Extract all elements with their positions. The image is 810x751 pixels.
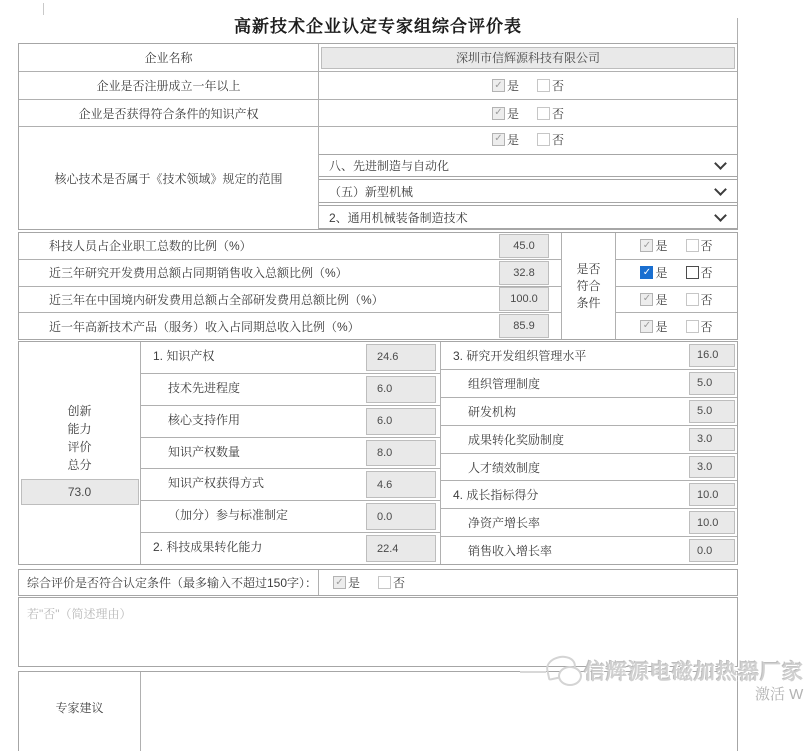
company-name-value: 深圳市信辉源科技有限公司 bbox=[321, 47, 735, 69]
yes-label: 是 bbox=[655, 239, 668, 254]
tech-field-dropdown-level1[interactable] bbox=[319, 154, 737, 178]
yes-checkbox-group[interactable] bbox=[492, 131, 519, 148]
metric-row bbox=[19, 312, 561, 339]
condition-label-line: 是否 bbox=[576, 261, 601, 276]
score-label: （加分）参与标准制定 bbox=[168, 508, 289, 523]
ip-answer-cell bbox=[319, 100, 737, 126]
no-label: 否 bbox=[552, 132, 565, 147]
score-value: 24.6 bbox=[366, 344, 436, 371]
tech-field-dropdown-level3[interactable] bbox=[319, 205, 737, 229]
metric-row bbox=[19, 286, 561, 313]
metric-value: 32.8 bbox=[499, 261, 549, 285]
checkbox-checked-icon[interactable]: ✓ bbox=[640, 239, 653, 252]
no-label: 否 bbox=[700, 266, 713, 281]
score-value: 22.4 bbox=[366, 535, 436, 562]
score-row bbox=[441, 369, 737, 397]
overall-question-label: 综合评价是否符合认定条件（最多输入不超过150字）： bbox=[19, 570, 319, 595]
no-label: 否 bbox=[700, 292, 713, 307]
score-row bbox=[441, 397, 737, 425]
metric-yesno-cell bbox=[616, 259, 737, 286]
score-label: 成果转化奖励制度 bbox=[468, 432, 565, 447]
score-label: 2. 科技成果转化能力 bbox=[153, 540, 263, 555]
metric-yesno-cell bbox=[616, 286, 737, 313]
score-row bbox=[141, 500, 440, 532]
metric-value: 45.0 bbox=[499, 234, 549, 258]
total-score-label-line: 总分 bbox=[67, 457, 92, 472]
score-label: 人才绩效制度 bbox=[468, 460, 541, 475]
checkbox-unchecked-icon[interactable] bbox=[686, 266, 699, 279]
yes-checkbox-group[interactable] bbox=[640, 264, 667, 281]
yes-checkbox-group[interactable] bbox=[492, 77, 519, 94]
total-score-label-line: 评价 bbox=[67, 439, 92, 454]
table-row bbox=[19, 44, 737, 71]
no-label: 否 bbox=[552, 106, 565, 121]
score-value: 16.0 bbox=[689, 344, 735, 367]
score-row bbox=[141, 468, 440, 500]
metric-value: 100.0 bbox=[499, 287, 549, 311]
checkbox-unchecked-icon[interactable] bbox=[686, 320, 699, 333]
no-checkbox-group[interactable] bbox=[686, 237, 713, 254]
score-value: 3.0 bbox=[689, 456, 735, 479]
section-overall bbox=[18, 569, 738, 596]
score-row bbox=[141, 532, 440, 564]
checkbox-unchecked-icon[interactable] bbox=[686, 293, 699, 306]
metric-yesno-cell bbox=[616, 312, 737, 339]
yes-label: 是 bbox=[655, 266, 668, 281]
score-label: 知识产权数量 bbox=[168, 444, 241, 459]
ip-question-label: 企业是否获得符合条件的知识产权 bbox=[19, 100, 319, 126]
tech-field-dropdown-level2[interactable] bbox=[319, 179, 737, 203]
score-label: 知识产权获得方式 bbox=[168, 476, 265, 491]
no-checkbox-group[interactable] bbox=[686, 264, 713, 281]
watermark-dash bbox=[520, 671, 546, 673]
score-row bbox=[441, 508, 737, 536]
brand-logo-icon bbox=[558, 666, 582, 686]
textarea-placeholder: 若"否"（简述理由） bbox=[27, 607, 132, 621]
total-score-value: 73.0 bbox=[21, 479, 139, 505]
score-row bbox=[141, 405, 440, 437]
metric-row bbox=[19, 233, 561, 259]
checkbox-unchecked-icon[interactable] bbox=[537, 79, 550, 92]
condition-merged-cell bbox=[561, 233, 616, 339]
checkbox-checked-icon[interactable]: ✓ bbox=[492, 79, 505, 92]
yes-label: 是 bbox=[655, 319, 668, 334]
score-value: 10.0 bbox=[689, 483, 735, 506]
border-artifact-right bbox=[737, 18, 738, 44]
score-label: 4. 成长指标得分 bbox=[453, 488, 539, 503]
score-row bbox=[441, 342, 737, 369]
table-row bbox=[19, 126, 737, 229]
score-value: 3.0 bbox=[689, 428, 735, 451]
checkbox-checked-icon[interactable]: ✓ bbox=[492, 133, 505, 146]
total-score-cell bbox=[19, 342, 141, 564]
yes-checkbox-group[interactable] bbox=[492, 105, 519, 122]
table-row bbox=[19, 99, 737, 126]
core-tech-question-label: 核心技术是否属于《技术领域》规定的范围 bbox=[19, 127, 319, 229]
score-label: 净资产增长率 bbox=[468, 516, 541, 531]
metric-yesno-cell bbox=[616, 233, 737, 259]
score-right-column bbox=[441, 342, 737, 564]
metric-value: 85.9 bbox=[499, 314, 549, 338]
section-basic-info bbox=[18, 43, 738, 230]
score-value: 6.0 bbox=[366, 376, 436, 403]
score-label: 核心支持作用 bbox=[168, 412, 241, 427]
yes-label: 是 bbox=[655, 292, 668, 307]
total-score-label-line: 能力 bbox=[67, 421, 92, 436]
checkbox-unchecked-icon[interactable] bbox=[686, 239, 699, 252]
no-checkbox-group[interactable] bbox=[686, 291, 713, 308]
dropdown-selected-value: 八、先进制造与自动化 bbox=[329, 159, 450, 174]
yes-checkbox-group[interactable] bbox=[640, 291, 667, 308]
no-checkbox-group[interactable] bbox=[537, 131, 564, 148]
table-row bbox=[19, 71, 737, 99]
score-row bbox=[441, 536, 737, 564]
brand-watermark-text: 信辉源电磁加热器厂家 bbox=[584, 661, 804, 684]
chevron-down-icon bbox=[714, 183, 727, 196]
score-label: 研发机构 bbox=[468, 404, 517, 419]
score-row bbox=[141, 373, 440, 405]
no-label: 否 bbox=[552, 79, 565, 93]
no-label: 否 bbox=[700, 239, 713, 254]
expert-advice-label-cell bbox=[19, 672, 141, 751]
metrics-left-column bbox=[19, 233, 561, 339]
score-row bbox=[441, 453, 737, 481]
checkbox-unchecked-icon[interactable] bbox=[378, 576, 391, 589]
checkbox-checked-icon[interactable]: ✓ bbox=[333, 576, 346, 589]
registered-answer-cell bbox=[319, 72, 737, 99]
expert-advice-label: 专家建议 bbox=[55, 701, 104, 715]
score-label: 1. 知识产权 bbox=[153, 349, 215, 363]
checkbox-checked-icon[interactable]: ✓ bbox=[492, 107, 505, 120]
checkbox-unchecked-icon[interactable] bbox=[537, 107, 550, 120]
company-name-label: 企业名称 bbox=[19, 44, 319, 71]
score-value: 4.6 bbox=[366, 471, 436, 498]
score-value: 5.0 bbox=[689, 372, 735, 395]
yes-checkbox-group[interactable] bbox=[640, 318, 667, 335]
total-score-label-line: 创新 bbox=[67, 403, 92, 418]
score-row bbox=[441, 480, 737, 508]
registered-question-label: 企业是否注册成立一年以上 bbox=[19, 72, 319, 99]
metric-label: 近三年研究开发费用总额占同期销售收入总额比例（%） bbox=[49, 266, 348, 281]
section-scores bbox=[18, 341, 738, 565]
checkbox-checked-icon[interactable]: ✓ bbox=[640, 293, 653, 306]
metric-label: 科技人员占企业职工总数的比例（%） bbox=[49, 239, 252, 254]
dropdown-selected-value: （五）新型机械 bbox=[329, 184, 414, 199]
yes-label: 是 bbox=[506, 106, 519, 121]
chevron-down-icon bbox=[714, 157, 727, 170]
score-row bbox=[141, 342, 440, 373]
no-checkbox-group[interactable] bbox=[537, 77, 564, 94]
score-value: 6.0 bbox=[366, 408, 436, 435]
core-tech-answer-cell bbox=[319, 127, 737, 229]
border-artifact-left bbox=[43, 3, 44, 15]
section-metrics bbox=[18, 232, 738, 340]
activate-windows-watermark: 激活 W bbox=[755, 686, 804, 703]
no-checkbox-group[interactable] bbox=[686, 318, 713, 335]
score-row bbox=[441, 425, 737, 453]
no-label: 否 bbox=[700, 319, 713, 334]
dropdown-selected-value: 2、通用机械装备制造技术 bbox=[329, 210, 468, 225]
no-label: 否 bbox=[393, 576, 406, 590]
no-checkbox-group[interactable] bbox=[378, 574, 405, 591]
score-label: 技术先进程度 bbox=[168, 380, 241, 395]
score-label: 组织管理制度 bbox=[468, 376, 541, 391]
chevron-down-icon bbox=[714, 209, 727, 222]
page-title: 高新技术企业认定专家组综合评价表 bbox=[234, 17, 522, 36]
metric-row bbox=[19, 259, 561, 286]
score-row bbox=[141, 437, 440, 469]
metric-label: 近三年在中国境内研发费用总额占全部研发费用总额比例（%） bbox=[49, 292, 384, 307]
no-checkbox-group[interactable] bbox=[537, 105, 564, 122]
score-value: 8.0 bbox=[366, 440, 436, 467]
checkbox-checked-icon[interactable]: ✓ bbox=[640, 266, 653, 279]
metrics-checkbox-column bbox=[616, 233, 737, 339]
company-name-cell bbox=[319, 44, 737, 71]
yes-label: 是 bbox=[506, 132, 519, 147]
condition-label-line: 条件 bbox=[576, 295, 601, 310]
yes-checkbox-group[interactable] bbox=[640, 237, 667, 254]
yes-label: 是 bbox=[506, 79, 519, 93]
checkbox-checked-icon[interactable]: ✓ bbox=[640, 320, 653, 333]
yes-checkbox-group[interactable] bbox=[333, 574, 360, 591]
score-value: 5.0 bbox=[689, 400, 735, 423]
checkbox-unchecked-icon[interactable] bbox=[537, 133, 550, 146]
score-value: 10.0 bbox=[689, 511, 735, 534]
condition-label-line: 符合 bbox=[576, 278, 601, 293]
score-label: 销售收入增长率 bbox=[468, 544, 553, 559]
overall-answer-cell bbox=[319, 570, 737, 595]
metric-label: 近一年高新技术产品（服务）收入占同期总收入比例（%） bbox=[49, 319, 360, 334]
score-label: 3. 研究开发组织管理水平 bbox=[453, 349, 587, 363]
score-value: 0.0 bbox=[366, 503, 436, 530]
core-tech-yesno-row bbox=[319, 127, 737, 152]
yes-label: 是 bbox=[348, 576, 361, 590]
score-value: 0.0 bbox=[689, 539, 735, 562]
score-left-column bbox=[141, 342, 441, 564]
